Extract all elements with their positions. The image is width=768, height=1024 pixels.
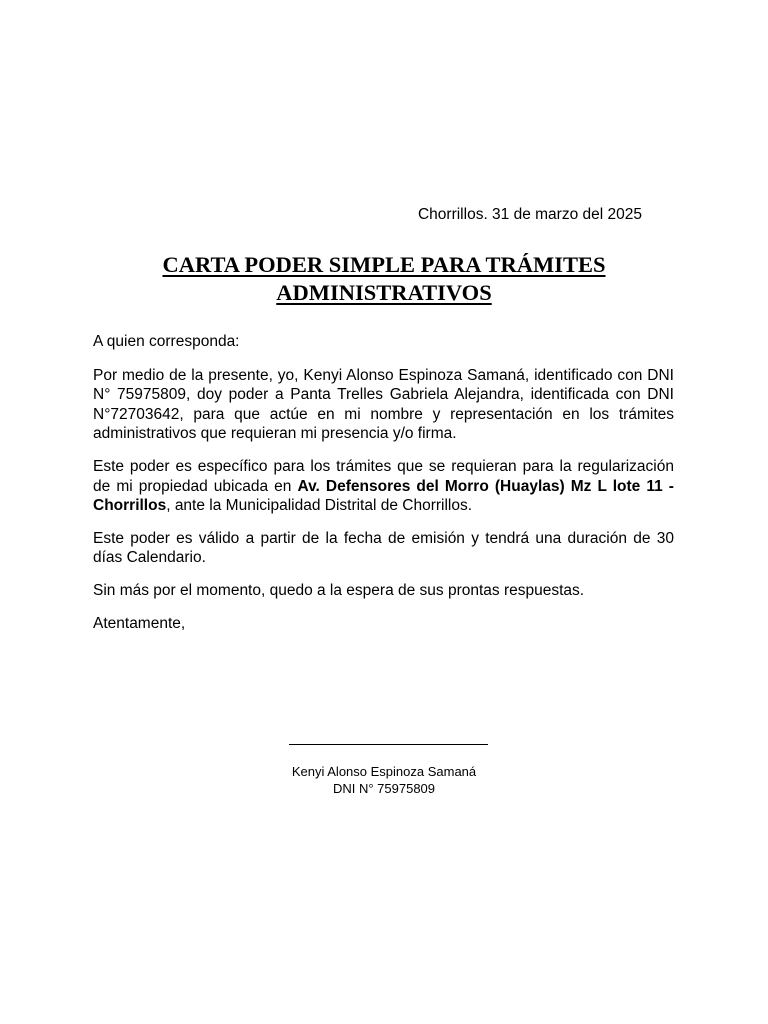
letter-title: [94, 251, 674, 307]
signer-id: DNI N° 75975809: [332, 781, 436, 796]
title-line-2: ADMINISTRATIVOS: [276, 280, 492, 305]
paragraph-scope-end: , ante la Municipalidad Distrital de Chorrillos.: [166, 497, 473, 515]
paragraph-validity: Este poder es válido a partir de la fecha de emisión y tendrá una duración de 30 días Calendario.: [93, 529, 674, 567]
paragraph-closing-remark: Sin más por el momento, quedo a la espera de sus prontas respuestas.: [93, 581, 585, 599]
letter-body: [93, 332, 674, 646]
letter-date: Chorrillos. 31 de marzo del 2025: [417, 206, 642, 223]
closing: Atentamente,: [93, 614, 186, 632]
paragraph-scope: [93, 457, 674, 516]
paragraph-authorization: Por medio de la presente, yo, Kenyi Alonso Espinoza Samaná, identificado con DNI N° 75975809, doy poder a Panta Trelles Gabriela Alejandra, identificada con DNI N°72703642, para que actúe en mi nombre y representación en los trámites administrativos que requieran mi presencia y/o firma.: [93, 366, 674, 443]
salutation: A quien corresponda:: [93, 333, 240, 350]
signature-block: [234, 763, 534, 797]
signature-line: [289, 744, 488, 745]
title-line-1: CARTA PODER SIMPLE PARA TRÁMITES: [162, 252, 606, 277]
signer-name: Kenyi Alonso Espinoza Samaná: [291, 764, 477, 779]
property-address: Av. Defensores del Morro (Huaylas) Mz L lote 11 - Chorrillos: [93, 477, 674, 515]
paragraph-scope-intro: Este poder es específico para los trámites que se requieran para la regularización de mi propiedad ubicada en: [93, 457, 674, 495]
